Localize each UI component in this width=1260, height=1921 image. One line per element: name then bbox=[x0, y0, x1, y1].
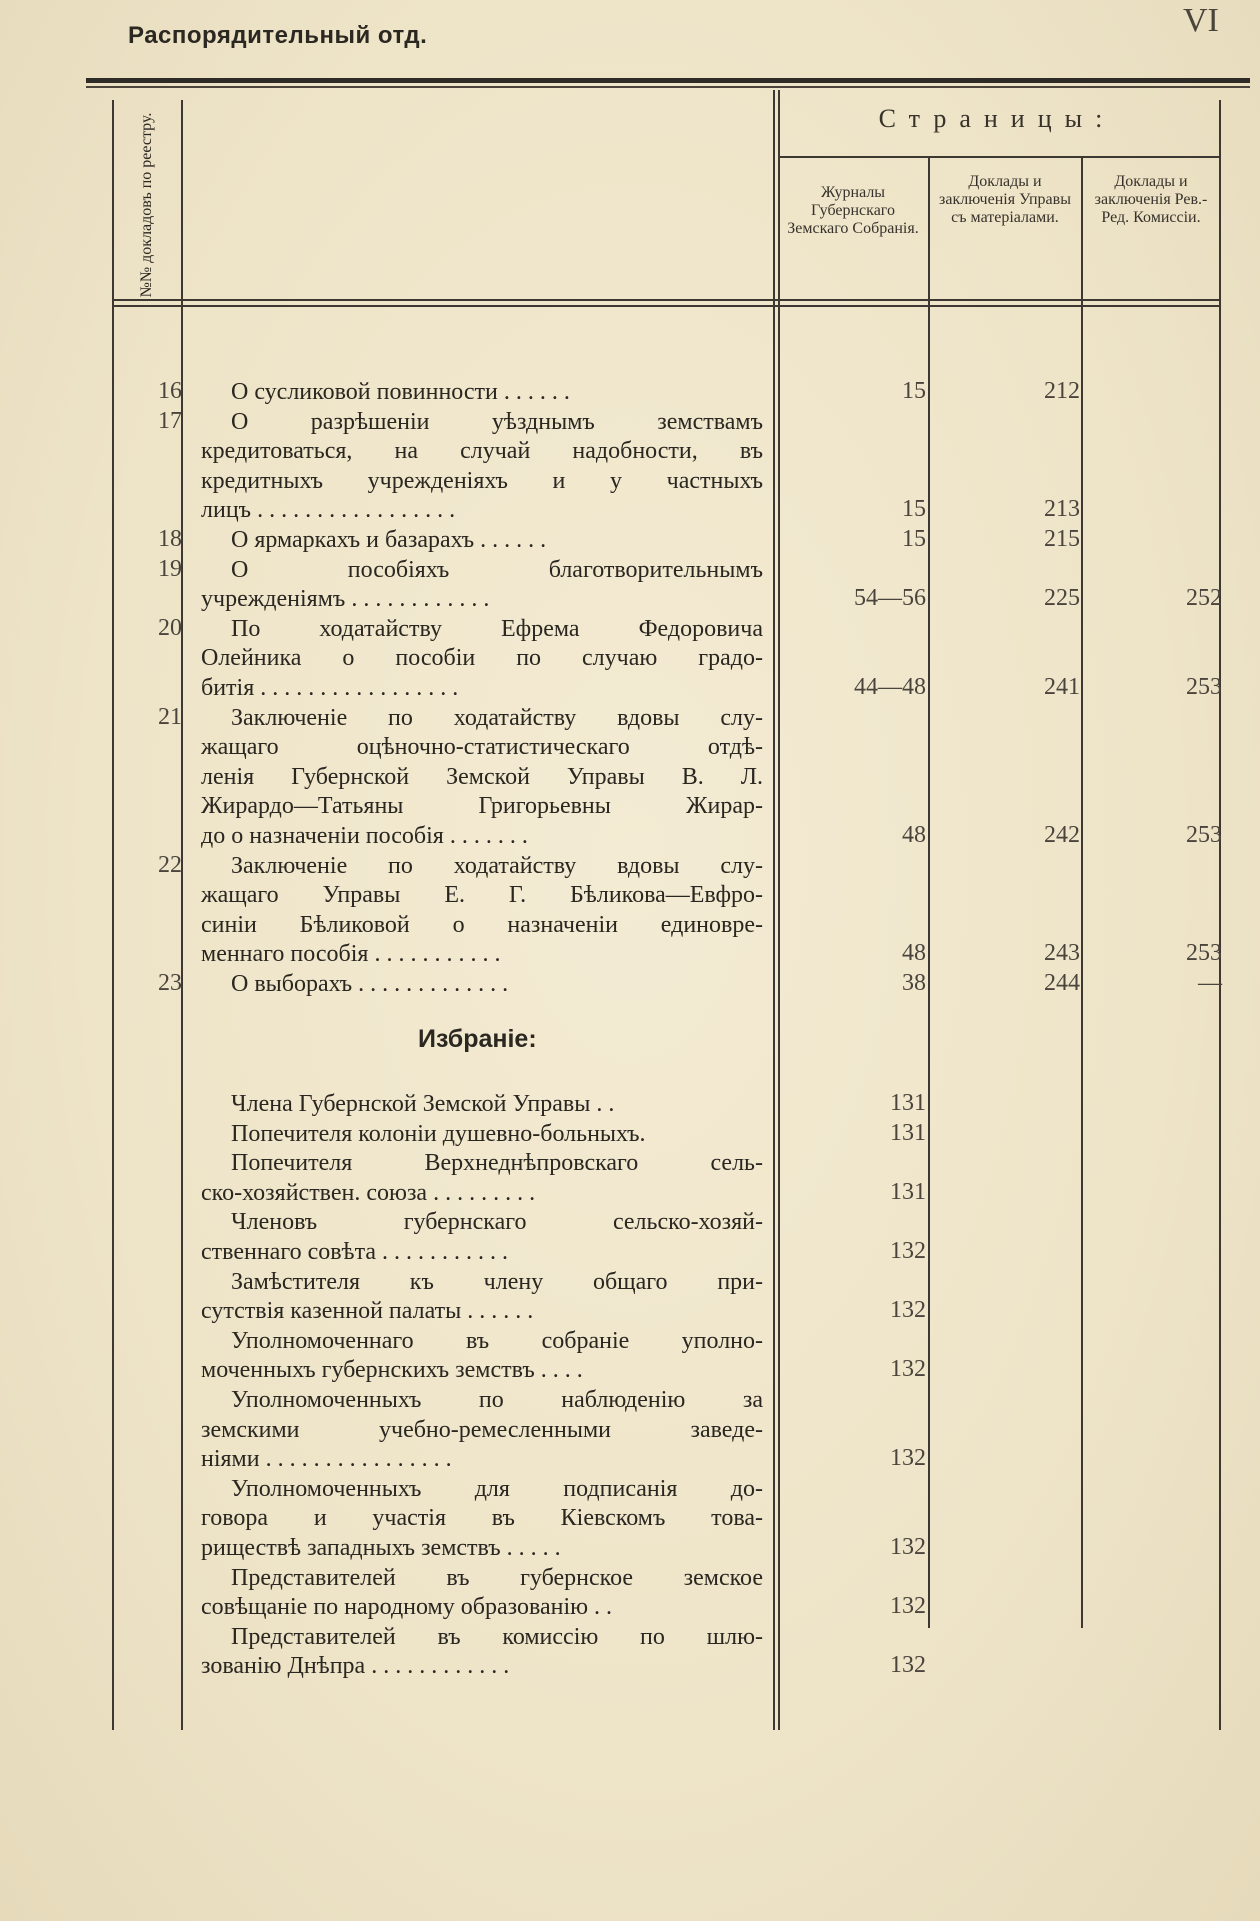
table-border-right bbox=[1219, 100, 1221, 1730]
entry-number: 19 bbox=[158, 555, 182, 582]
journal-page: 132 bbox=[890, 1356, 926, 1383]
election-text-line: совѣщаніе по народному образованію . . bbox=[201, 1594, 613, 1621]
entry-text-line: битія . . . . . . . . . . . . . . . . . bbox=[201, 675, 459, 701]
election-text-line: Попечителя Верхнеднѣпровскаго сель- bbox=[231, 1150, 763, 1177]
election-text-line: Замѣстителя къ члену общаго при- bbox=[231, 1268, 763, 1295]
journal-page: 15 bbox=[902, 496, 926, 523]
election-text-line: ственнаго совѣта . . . . . . . . . . . bbox=[201, 1239, 509, 1265]
commission-page: — bbox=[1198, 970, 1222, 996]
entry-text-line: О ярмаркахъ и базарахъ . . . . . . bbox=[231, 527, 547, 553]
page-number: VI bbox=[1183, 2, 1219, 39]
column-header-commission: Доклады и заключенія Рев.-Ред. Комиссіи. bbox=[1094, 173, 1208, 226]
entry-text-line: О разрѣшеніи уѣзднымъ земствамъ bbox=[231, 408, 763, 435]
section-title: Избраніе: bbox=[418, 1025, 537, 1053]
journal-page: 54—56 bbox=[854, 585, 926, 612]
election-text-line: ско-хозяйствен. союза . . . . . . . . . bbox=[201, 1179, 536, 1206]
entry-text-line: синіи Бѣликовой о назначеніи единовре- bbox=[201, 911, 763, 938]
election-text-line: Уполномоченнаго въ собраніе уполно- bbox=[231, 1327, 763, 1354]
col-divider-reports bbox=[1081, 158, 1083, 1628]
election-text-line: Попечителя колоніи душевно-больныхъ. bbox=[231, 1120, 646, 1147]
page-header-title: Распорядительный отд. bbox=[128, 22, 428, 49]
election-text-line: говора и участія въ Кіевскомъ това- bbox=[201, 1505, 763, 1532]
commission-page: 253 bbox=[1186, 822, 1222, 848]
journal-page: 131 bbox=[890, 1178, 926, 1205]
commission-page: 252 bbox=[1186, 585, 1222, 612]
entry-number: 22 bbox=[158, 851, 182, 878]
entry-text-line: до о назначеніи пособія . . . . . . . bbox=[201, 823, 528, 849]
entry-number: 16 bbox=[158, 378, 182, 404]
report-page: 243 bbox=[1044, 940, 1080, 967]
table-border-left bbox=[112, 100, 114, 1730]
journal-page: 48 bbox=[902, 940, 926, 967]
header-rule-thin bbox=[86, 86, 1250, 88]
entry-text-line: кредитоваться, на случай надобности, въ bbox=[201, 438, 763, 465]
entry-text-line: Заключеніе по ходатайству вдовы слу- bbox=[231, 704, 763, 731]
entry-text-line: Олейника о пособіи по случаю градо- bbox=[201, 645, 763, 672]
report-page: 241 bbox=[1044, 674, 1080, 700]
report-page: 225 bbox=[1044, 585, 1080, 612]
column-header-journals: Журналы Губернскаго Земскаго Собранія. bbox=[787, 184, 919, 237]
election-text-line: Представителей въ губернское земское bbox=[231, 1564, 763, 1591]
election-text-line: Члена Губернской Земской Управы . . bbox=[231, 1091, 615, 1117]
election-text-line: земскими учебно-ремесленными заведе- bbox=[201, 1416, 763, 1443]
entry-text-line: О выборахъ . . . . . . . . . . . . . bbox=[231, 971, 509, 997]
header-bottom-rule-double bbox=[112, 305, 1220, 307]
entry-text-line: учрежденіямъ . . . . . . . . . . . . bbox=[201, 586, 490, 613]
report-page: 212 bbox=[1044, 378, 1080, 404]
journal-page: 48 bbox=[902, 822, 926, 848]
report-page: 215 bbox=[1044, 526, 1080, 552]
report-page: 244 bbox=[1044, 970, 1080, 996]
election-text-line: Членовъ губернскаго сельско-хозяй- bbox=[231, 1209, 763, 1236]
entry-number: 20 bbox=[158, 614, 182, 641]
entry-text-line: О сусликовой повинности . . . . . . bbox=[231, 379, 570, 405]
entry-text-line: О пособіяхъ благотворительнымъ bbox=[231, 556, 763, 583]
entry-text-line: меннаго пособія . . . . . . . . . . . bbox=[201, 941, 501, 968]
entry-number: 23 bbox=[158, 970, 182, 996]
election-text-line: Уполномоченныхъ для подписанія до- bbox=[231, 1475, 763, 1502]
entry-text-line: По ходатайству Ефрема Федоровича bbox=[231, 615, 763, 642]
entry-text-line: Заключеніе по ходатайству вдовы слу- bbox=[231, 852, 763, 879]
journal-page: 132 bbox=[890, 1238, 926, 1264]
commission-page: 253 bbox=[1186, 940, 1222, 967]
entry-text-line: Жирардо—Татьяны Григорьевны Жирар- bbox=[201, 793, 763, 820]
subheader-rule bbox=[778, 156, 1220, 158]
entry-text-line: ленія Губернской Земской Управы В. Л. bbox=[201, 763, 763, 790]
commission-page: 253 bbox=[1186, 674, 1222, 700]
header-bottom-rule bbox=[112, 299, 1220, 301]
report-page: 242 bbox=[1044, 822, 1080, 848]
col-divider-text-double bbox=[778, 90, 780, 1730]
journal-page: 15 bbox=[902, 526, 926, 552]
election-text-line: моченныхъ губернскихъ земствъ . . . . bbox=[201, 1357, 583, 1384]
journal-page: 132 bbox=[890, 1534, 926, 1560]
election-text-line: сутствія казенной палаты . . . . . . bbox=[201, 1298, 534, 1325]
journal-page: 131 bbox=[890, 1090, 926, 1116]
column-header-number: №№ докладовъ по реестру. bbox=[138, 112, 155, 298]
journal-page: 132 bbox=[890, 1297, 926, 1324]
election-text-line: ніями . . . . . . . . . . . . . . . . bbox=[201, 1446, 452, 1473]
col-divider-text bbox=[773, 90, 775, 1730]
entry-number: 21 bbox=[158, 703, 182, 730]
pages-header: Страницы: bbox=[878, 104, 1116, 133]
header-rule bbox=[86, 78, 1250, 83]
journal-page: 38 bbox=[902, 970, 926, 996]
journal-page: 132 bbox=[890, 1652, 926, 1679]
election-text-line: Представителей въ комиссію по шлю- bbox=[231, 1623, 763, 1650]
journal-page: 131 bbox=[890, 1119, 926, 1146]
election-text-line: риществѣ западныхъ земствъ . . . . . bbox=[201, 1535, 561, 1561]
col-divider-number bbox=[181, 100, 183, 1730]
entry-number: 17 bbox=[158, 407, 182, 434]
report-page: 213 bbox=[1044, 496, 1080, 523]
journal-page: 132 bbox=[890, 1593, 926, 1620]
journal-page: 15 bbox=[902, 378, 926, 404]
entry-text-line: жащаго Управы Е. Г. Бѣликова—Евфро- bbox=[201, 882, 763, 909]
entry-text-line: лицъ . . . . . . . . . . . . . . . . . bbox=[201, 497, 456, 524]
election-text-line: Уполномоченныхъ по наблюденію за bbox=[231, 1387, 763, 1413]
column-header-reports: Доклады и заключенія Управы съ матеріалами. bbox=[939, 173, 1071, 226]
election-text-line: зованію Днѣпра . . . . . . . . . . . . bbox=[201, 1653, 510, 1680]
journal-page: 44—48 bbox=[854, 674, 926, 700]
entry-number: 18 bbox=[158, 526, 182, 552]
entry-text-line: жащаго оцѣночно-статистическаго отдѣ- bbox=[201, 734, 763, 761]
entry-text-line: кредитныхъ учрежденіяхъ и у частныхъ bbox=[201, 467, 763, 494]
journal-page: 132 bbox=[890, 1445, 926, 1472]
